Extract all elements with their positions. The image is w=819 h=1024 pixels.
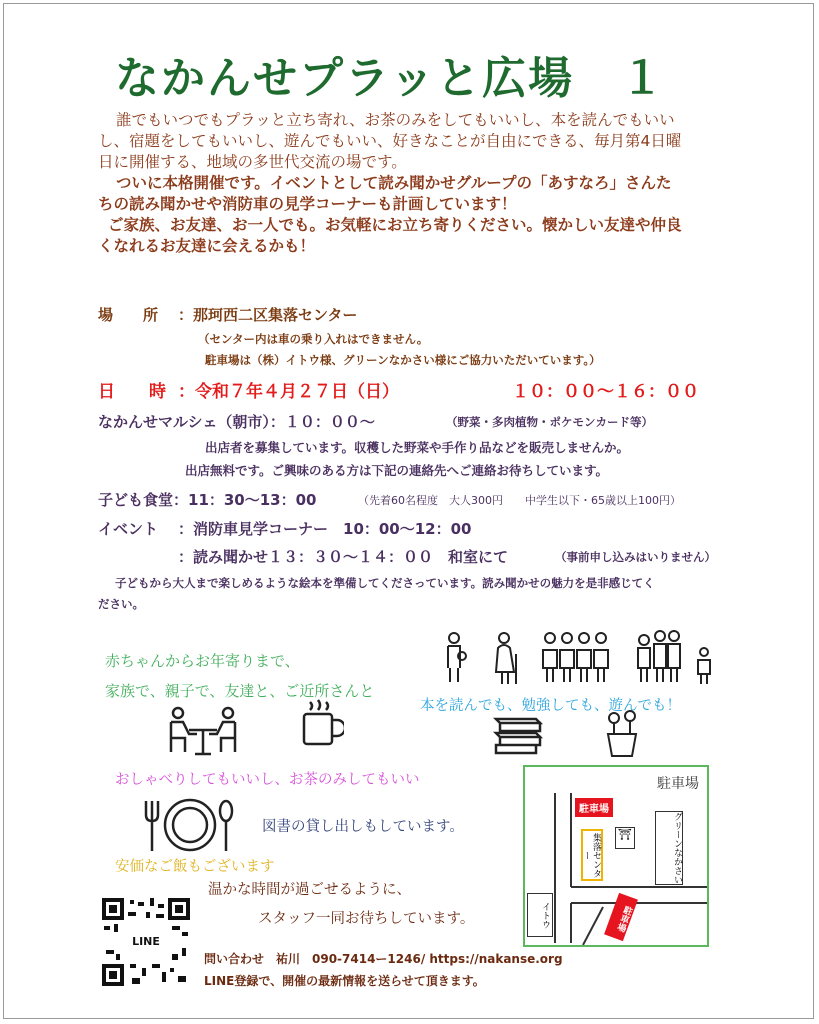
place-note: （センター内は車の乗り入れはできません。 <box>198 332 429 346</box>
map-title: 駐車場 <box>657 776 699 792</box>
parking-label-1: 駐車場 <box>575 798 613 817</box>
navy-text: 図書の貸し出しもしています。 <box>262 819 464 835</box>
books-icon <box>492 713 544 757</box>
elderly-icon <box>496 633 516 684</box>
kids-note: （先着60名程度 大人300円 中学生以下・65歳以上100円） <box>358 494 681 507</box>
plate-cutlery-icon <box>140 797 240 853</box>
date-time: １０：００～１６：００ <box>512 382 699 402</box>
contact-line: LINE登録で、開催の最新情報を送らせて頂きます。 <box>204 974 485 988</box>
intro-text <box>98 110 748 257</box>
coffee-cup-icon <box>300 698 344 748</box>
green-text: 赤ちゃんからお年寄りまで、 <box>105 652 300 670</box>
intro-line: ご家族、お友達、お一人でも。お気軽にお立ち寄りください。懐かしい友達や仲良 <box>108 216 682 234</box>
event-desc: 子どもから大人まで楽しめるような絵本を準備してくださっています。読み聞かせの魅力を是非感じてく <box>115 576 655 590</box>
intro-line: 誰でもいつでもプラッと立ち寄れ、お茶のみをしてもいいし、本を読んでもいい <box>116 111 675 129</box>
intro-line: し、宿題をしてもいいし、遊んでもいい、好きなことが自由にできる、毎月第4日曜 <box>98 132 682 150</box>
intro-line: 日に開催する、地域の多世代交流の場です。 <box>98 153 407 171</box>
place-value: ：那珂西二区集落センター <box>178 306 358 324</box>
parking-label-2: 駐車場 <box>604 893 638 941</box>
shrine-mark: ⛩ <box>615 827 635 849</box>
line-qr-code[interactable] <box>102 898 190 986</box>
marche-label: なかんせマルシェ（朝市）：１０：００～ <box>98 413 375 431</box>
intro-line: ついに本格開催です。イベントとして読み聞かせグループの「あすなろ」さんた <box>116 174 672 192</box>
marche-text: 出店者を募集しています。収穫した野菜や手作り品などを販売しませんか。 <box>205 440 630 455</box>
kids-cafeteria: 子ども食堂：11：30～13：00 <box>98 491 317 509</box>
event-note: （事前申し込みはいりません） <box>555 550 716 564</box>
maroon-text: 温かな時間が過ごせるように、 <box>208 882 411 898</box>
event-desc: ださい。 <box>98 597 144 611</box>
place-note: 駐車場は（株）イトウ様、グリーンなかさい様にご協力いただいています。） <box>205 353 601 367</box>
place-label: 場 所 <box>98 306 159 324</box>
parent-child-icon <box>448 633 466 682</box>
date-label: 日 時 <box>98 382 166 402</box>
yellow-text: 安価なご飯もございます <box>115 859 275 875</box>
pink-text: おしゃべりしてもいいし、お茶のみしてもいい <box>115 772 420 788</box>
group-icon <box>543 633 608 682</box>
event-item: ：読み聞かせ１３：３０～１４：００ 和室にて <box>178 548 509 566</box>
flower-pot-icon <box>600 710 644 758</box>
chat-table-icon <box>163 706 243 756</box>
contact-line: 問い合わせ 祐川 090-7414ー1246/ https://nakanse.org <box>204 952 563 966</box>
parking-map <box>523 765 709 947</box>
maroon-text: スタッフ一同お待ちしています。 <box>258 911 475 927</box>
intro-line: ちの読み聞かせや消防車の見学コーナーも計画しています！ <box>98 195 517 213</box>
people-icons <box>440 630 720 690</box>
page-title: なかんせプラッと広場 １ <box>115 53 667 104</box>
intro-line: くなれるお友達に会えるかも！ <box>98 237 316 255</box>
date-value: ：令和７年４月２７日（日） <box>178 382 399 402</box>
event-item: ：消防車見学コーナー 10：00～12：00 <box>178 520 472 538</box>
blue-text: 本を読んでも、勉強しても、遊んでも！ <box>420 698 681 714</box>
qr-line-label: LINE <box>126 934 166 950</box>
marche-text: 出店無料です。ご興味のある方は下記の連絡先へご連絡お待ちしています。 <box>185 463 609 478</box>
event-label: イベント <box>98 520 159 538</box>
green-nakasai: グリーンなかさい <box>655 811 683 885</box>
marche-note: （野菜・多肉植物・ポケモンカード等） <box>446 415 653 429</box>
community-center: 集落センター <box>581 829 603 881</box>
green-text: 家族で、親子で、友達と、ご近所さんと <box>105 682 375 700</box>
family-icon <box>638 631 710 684</box>
itou-shop: イトウ <box>527 893 553 937</box>
